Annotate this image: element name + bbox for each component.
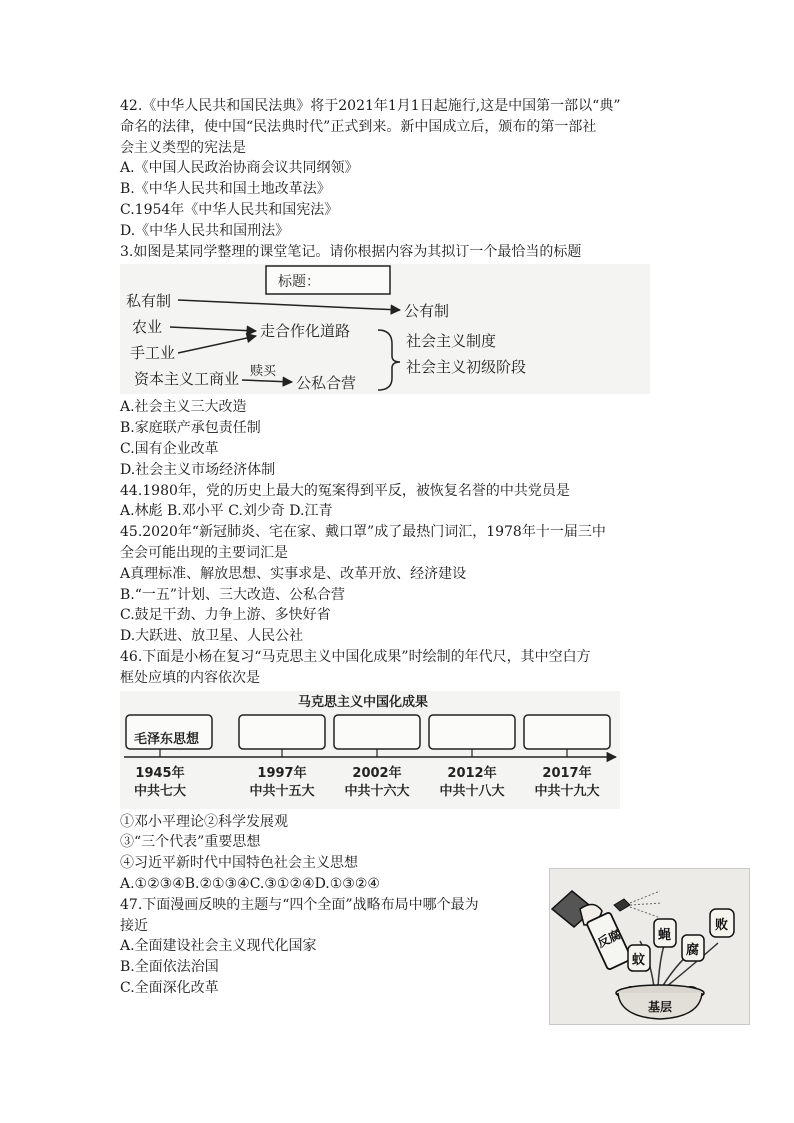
timeline-year-label: 2017年: [542, 765, 592, 781]
cartoon-svg: [550, 869, 749, 1024]
timeline-year-label: 1997年: [257, 765, 307, 781]
question-47-option-c: C.全面深化改革: [120, 979, 219, 996]
question-43-option-a: A.社会主义三大改造: [120, 399, 247, 416]
question-45-option-a: A真理标准、解放思想、实事求是、改革开放、经济建设: [120, 565, 467, 582]
timeline-box-blank: [524, 715, 610, 749]
timeline-box-blank: [334, 715, 420, 749]
private-ownership-label: 私有制: [126, 292, 172, 311]
spray-nozzle-icon: [614, 899, 630, 911]
question-44-stem: 44.1980年，党的历史上最大的冤案得到平反，被恢复名誉的中共党员是: [120, 482, 570, 499]
timeline-title: 马克思主义中国化成果: [298, 694, 429, 710]
pot-label: 基层: [648, 1000, 673, 1014]
question-46: [120, 647, 760, 895]
question-44-options: A.林彪 B.邓小平 C.刘少奇 D.江青: [120, 503, 333, 520]
question-46-stem-line: 46.下面是小杨在复习“马克思主义中国化成果”时绘制的年代尺，其中空白方: [120, 648, 591, 665]
question-45-option-d: D.大跃进、放卫星、人民公社: [120, 628, 304, 645]
question-44: [120, 481, 760, 523]
anti-corruption-cartoon: [549, 868, 750, 1025]
fly-tag-label: 蝇: [658, 928, 672, 943]
question-47-option-b: B.全面依法治国: [120, 959, 219, 976]
arrow-private-to-public: [178, 300, 400, 310]
timeline-box-blank: [429, 715, 515, 749]
timeline-congress-label: 中共十六大: [344, 783, 410, 799]
question-46-options: A.①②③④B.②①③④C.③①②④D.①③②④: [120, 875, 380, 892]
question-43-stem: 3.如图是某同学整理的课堂笔记。请你根据内容为其拟订一个最恰当的标题: [120, 243, 582, 260]
question-42-option-b: B.《中华人民共和国土地改革法》: [120, 181, 331, 198]
question-45-option-b: B.“一五”计划、三大改造、公私合营: [120, 586, 346, 603]
handicraft-label: 手工业: [130, 344, 176, 363]
question-42-stem-line: 会主义类型的宪法是: [120, 139, 246, 156]
plant-stems: [640, 929, 718, 987]
mosquito-tag-label: 蚊: [632, 953, 646, 968]
question-43-option-d: D.社会主义市场经济体制: [120, 461, 276, 478]
agriculture-label: 农业: [132, 318, 163, 337]
exam-page: [120, 96, 760, 999]
arrow-redemption: [242, 380, 292, 382]
redemption-label: 赎买: [250, 364, 277, 380]
question-47-stem-line: 47.下面漫画反映的主题与“四个全面”战略布局中哪个最为: [120, 896, 479, 913]
timeline-congress-label: 中共七大: [133, 783, 187, 799]
question-45-option-c: C.鼓足干劲、力争上游、多快好省: [120, 607, 331, 624]
question-46-item-line: ④习近平新时代中国特色社会主义思想: [120, 855, 358, 872]
arrow-agriculture: [170, 327, 256, 331]
spray-mist: [630, 891, 662, 917]
question-42: [120, 96, 760, 242]
timeline-svg: [120, 691, 620, 809]
class-notes-diagram-svg: [120, 264, 650, 394]
question-42-option-c: C.1954年《中华人民共和国宪法》: [120, 201, 339, 218]
question-45: [120, 522, 760, 647]
rot-tag-label: 腐: [686, 943, 700, 958]
title-box-label: 标题：: [278, 274, 320, 291]
arrow-handicraft: [178, 336, 256, 353]
socialist-system-label: 社会主义制度: [406, 332, 497, 351]
question-46-item-line: ③“三个代表”重要思想: [120, 834, 261, 851]
timeline-year-label: 1945年: [135, 765, 185, 781]
timeline-congress-label: 中共十九大: [534, 783, 600, 799]
timeline-first-box-label: 毛泽东思想: [134, 731, 200, 747]
class-notes-diagram: [120, 264, 650, 394]
question-42-stem-line: 42.《中华人民共和国民法典》将于2021年1月1日起施行,这是中国第一部以“典”: [120, 98, 621, 114]
capitalist-industry-label: 资本主义工商业: [134, 370, 240, 389]
right-bracket: [378, 330, 400, 390]
question-43-option-c: C.国有企业改革: [120, 440, 219, 457]
spray-label: 反腐: [595, 927, 623, 951]
question-45-stem-line: 全会可能出现的主要词汇是: [120, 544, 288, 561]
question-42-option-a: A.《中国人民政治协商会议共同纲领》: [120, 160, 359, 177]
question-46-stem-line: 框处应填的内容依次是: [120, 669, 260, 686]
question-42-option-d: D.《中华人民共和国刑法》: [120, 222, 290, 239]
question-43: [120, 242, 760, 481]
question-47-option-a: A.全面建设社会主义现代化国家: [120, 938, 317, 955]
question-42-stem-line: 命名的法律，使中国“民法典时代”正式到来。新中国成立后，颁布的第一部社: [120, 118, 597, 135]
question-45-stem-line: 45.2020年“新冠肺炎、宅在家、戴口罩”成了最热门词汇，1978年十一届三中: [120, 524, 606, 541]
decay-tag-label: 败: [715, 918, 729, 933]
timeline-year-label: 2012年: [447, 765, 497, 781]
timeline-congress-label: 中共十八大: [439, 783, 505, 799]
timeline-figure: [120, 691, 620, 809]
primary-stage-label: 社会主义初级阶段: [406, 358, 527, 377]
timeline-year-label: 2002年: [352, 765, 402, 781]
question-47-stem-line: 接近: [120, 917, 148, 934]
question-43-option-b: B.家庭联产承包责任制: [120, 420, 261, 437]
timeline-box-blank: [239, 715, 325, 749]
public-private-joint-label: 公私合营: [296, 374, 357, 393]
timeline-congress-label: 中共十五大: [249, 783, 315, 799]
cooperative-road-label: 走合作化道路: [260, 322, 351, 341]
question-46-item-line: ①邓小平理论②科学发展观: [120, 813, 288, 830]
public-ownership-label: 公有制: [404, 302, 450, 321]
